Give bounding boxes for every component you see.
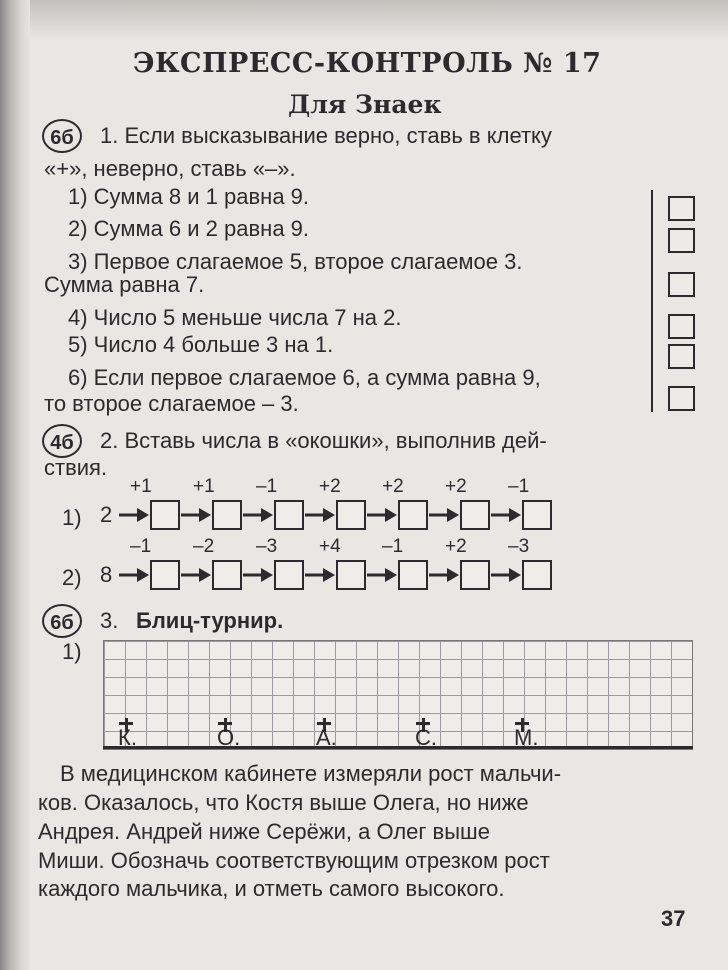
- task1-statement: 4) Число 5 меньше числа 7 на 2.: [68, 305, 402, 330]
- grid-baseline: [103, 746, 693, 749]
- operation-label: –1: [508, 476, 530, 497]
- boy-initial-label: М.: [514, 725, 539, 750]
- task2-line: 2. Вставь числа в «окошки», выполнив дей-: [100, 428, 547, 453]
- right-arrow-icon: [490, 565, 522, 585]
- right-arrow-icon: [428, 505, 460, 525]
- task2-line: ствия.: [44, 455, 108, 480]
- operation-label: +1: [130, 476, 152, 497]
- right-arrow-icon: [118, 565, 150, 585]
- story-line: Андрея. Андрей ниже Серёжи, а Олег выше: [38, 819, 490, 844]
- task1-statement: 3) Первое слагаемое 5, второе слагаемое 3.: [68, 249, 523, 274]
- task1-line: 1. Если высказывание верно, ставь в клетку: [100, 123, 552, 148]
- boy-initial-label: К.: [118, 725, 137, 750]
- task3-score-badge: 6б: [42, 604, 82, 638]
- boy-initial-label: С.: [415, 725, 437, 750]
- task3-item-label: 1): [62, 639, 82, 664]
- boy-initial-label: А.: [316, 725, 337, 750]
- right-arrow-icon: [242, 565, 274, 585]
- answer-window[interactable]: [274, 500, 304, 530]
- task1-score-badge: 6б: [42, 119, 82, 153]
- task1-statement: то второе слагаемое – 3.: [44, 391, 299, 416]
- right-arrow-icon: [304, 505, 336, 525]
- right-arrow-icon: [490, 505, 522, 525]
- story-line: В медицинском кабинете измеряли рост мальчи-: [60, 761, 562, 786]
- operation-label: –1: [256, 476, 278, 497]
- operation-label: +1: [193, 476, 215, 497]
- story-line: каждого мальчика, и отметь самого высокого.: [38, 876, 505, 901]
- right-arrow-icon: [118, 505, 150, 525]
- task1-statement: 1) Сумма 8 и 1 равна 9.: [68, 184, 310, 209]
- answer-box-4[interactable]: [668, 314, 695, 339]
- answer-window[interactable]: [460, 500, 490, 530]
- answer-window[interactable]: [150, 500, 180, 530]
- page-subtitle: Для Знаек: [288, 90, 442, 119]
- answer-box-6[interactable]: [668, 386, 695, 411]
- page-title: ЭКСПРЕСС-КОНТРОЛЬ № 17: [133, 48, 602, 79]
- task3-title: Блиц-турнир.: [136, 608, 284, 633]
- page-shadow: [30, 0, 728, 40]
- chain1-start: 2: [100, 502, 113, 527]
- answer-window[interactable]: [150, 560, 180, 590]
- operation-label: –2: [193, 536, 215, 557]
- right-arrow-icon: [304, 565, 336, 585]
- operation-label: +2: [445, 476, 467, 497]
- answer-window[interactable]: [522, 500, 552, 530]
- task1-statement: 2) Сумма 6 и 2 равна 9.: [68, 216, 310, 241]
- answer-box-1[interactable]: [668, 196, 695, 221]
- operation-label: –3: [256, 536, 278, 557]
- operation-label: +2: [382, 476, 404, 497]
- task1-statement: 6) Если первое слагаемое 6, а сумма равна 9,: [68, 365, 541, 390]
- grid-area[interactable]: [103, 640, 693, 750]
- right-arrow-icon: [366, 505, 398, 525]
- answer-box-2[interactable]: [668, 228, 695, 253]
- task2-score-badge: 4б: [42, 424, 82, 458]
- operation-label: +4: [319, 536, 341, 557]
- chain2-start: 8: [100, 562, 113, 587]
- right-arrow-icon: [180, 505, 212, 525]
- answer-window[interactable]: [460, 560, 490, 590]
- task1-statement: Сумма равна 7.: [44, 272, 205, 297]
- answer-box-3[interactable]: [668, 272, 695, 297]
- answer-window[interactable]: [522, 560, 552, 590]
- right-arrow-icon: [428, 565, 460, 585]
- answer-window[interactable]: [336, 500, 366, 530]
- page-number: 37: [661, 906, 686, 931]
- operation-label: –1: [130, 536, 152, 557]
- task3-number: 3.: [100, 608, 119, 633]
- task1-statement: 5) Число 4 больше 3 на 1.: [68, 332, 334, 357]
- story-line: Миши. Обозначь соответствующим отрезком рост: [38, 848, 550, 873]
- story-line: ков. Оказалось, что Костя выше Олега, но ниже: [38, 790, 529, 815]
- right-arrow-icon: [180, 565, 212, 585]
- operation-label: –1: [382, 536, 404, 557]
- right-arrow-icon: [366, 565, 398, 585]
- answer-window[interactable]: [336, 560, 366, 590]
- answer-window[interactable]: [398, 560, 428, 590]
- book-spine: [0, 0, 30, 970]
- answer-box-5[interactable]: [668, 344, 695, 369]
- chain2-label: 2): [62, 565, 82, 590]
- chain2: [100, 560, 552, 590]
- answer-column-rule: [651, 190, 653, 412]
- answer-window[interactable]: [398, 500, 428, 530]
- task1-line: «+», неверно, ставь «–».: [44, 156, 296, 181]
- chain1-label: 1): [62, 505, 82, 530]
- chain1: [100, 500, 552, 530]
- operation-label: +2: [319, 476, 341, 497]
- operation-label: –3: [508, 536, 530, 557]
- answer-window[interactable]: [212, 500, 242, 530]
- right-arrow-icon: [242, 505, 274, 525]
- operation-label: +2: [445, 536, 467, 557]
- boy-initial-label: О.: [217, 725, 241, 750]
- answer-window[interactable]: [274, 560, 304, 590]
- answer-window[interactable]: [212, 560, 242, 590]
